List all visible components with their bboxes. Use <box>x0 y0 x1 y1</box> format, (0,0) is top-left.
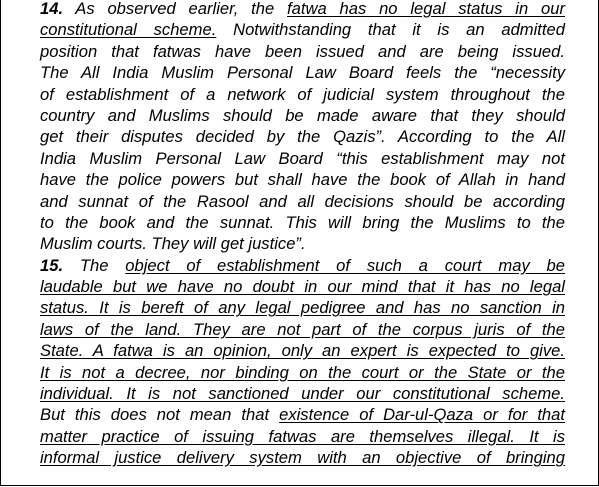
underlined-text: existence of Dar-ul-Qaza or for that <box>279 405 565 425</box>
para14-line <box>40 0 565 19</box>
body-text: have the police powers but shall have the book of Allah in hand <box>40 170 565 190</box>
para14-line <box>40 62 565 83</box>
body-text: Muslim courts. They will get justice”. <box>40 234 306 254</box>
underlined-text: constitutional scheme. <box>40 20 217 40</box>
body-text: and sunnat of the Rasool and all decisions should be according <box>40 191 565 211</box>
para14-line <box>40 126 565 147</box>
para15-line <box>40 340 565 361</box>
para14-line <box>40 191 565 212</box>
body-text: get their disputes decided by the Qazis”. According to the All <box>40 127 565 147</box>
para15-line <box>40 319 565 340</box>
paragraph-number: 14. <box>40 0 64 18</box>
body-text: position that fatwas have been issued and are being issued. <box>40 41 565 61</box>
underlined-text: fatwa has no legal status in our <box>287 0 566 18</box>
body-text: The <box>63 255 126 275</box>
para14-line <box>40 169 565 190</box>
para14-line <box>40 105 565 126</box>
body-text: The All India Muslim Personal Law Board feels the “necessity <box>40 63 565 83</box>
para15-line <box>40 297 565 318</box>
underlined-text: object of establishment of such a court may be <box>125 255 565 275</box>
underlined-text: laws of the land. They are not part of the corpus juris of the <box>40 319 565 339</box>
underlined-text: status. It is bereft of any legal pedigree and has no sanction in <box>40 298 565 318</box>
para14-line <box>40 212 565 233</box>
para15-line <box>40 255 565 276</box>
underlined-text: It is not a decree, nor binding on the court or the State or the <box>40 362 565 382</box>
body-text: But this does not mean that <box>40 405 280 425</box>
para14-line <box>40 148 565 169</box>
document-body <box>40 0 565 469</box>
paragraph-number: 15. <box>40 255 64 275</box>
body-text: to the book and the sunnat. This will bring the Muslims to the <box>40 212 565 232</box>
para15-line <box>40 447 565 468</box>
body-text: India Muslim Personal Law Board “this establishment may not <box>40 148 565 168</box>
para14-line <box>40 41 565 62</box>
para15-line <box>40 426 565 447</box>
para15-line <box>40 362 565 383</box>
para15-line <box>40 404 565 425</box>
body-text: country and Muslims should be made aware that they should <box>40 105 565 125</box>
para14-line <box>40 84 565 105</box>
underlined-text: matter practice of issuing fatwas are themselves illegal. It is <box>40 426 565 446</box>
body-text: of establishment of a network of judicial system throughout the <box>40 84 565 104</box>
body-text: Notwithstanding that it is an admitted <box>216 20 565 40</box>
underlined-text: State. A fatwa is an opinion, only an expert is expected to give. <box>40 341 565 361</box>
underlined-text: informal justice delivery system with an objective of bringing <box>40 448 565 468</box>
para14-line <box>40 19 565 40</box>
para15-line <box>40 383 565 404</box>
para14-line <box>40 233 565 254</box>
body-text: As observed earlier, the <box>63 0 288 18</box>
underlined-text: individual. It is not sanctioned under our constitutional scheme. <box>40 384 565 404</box>
para15-line <box>40 276 565 297</box>
underlined-text: laudable but we have no doubt in our mind that it has no legal <box>40 277 565 297</box>
